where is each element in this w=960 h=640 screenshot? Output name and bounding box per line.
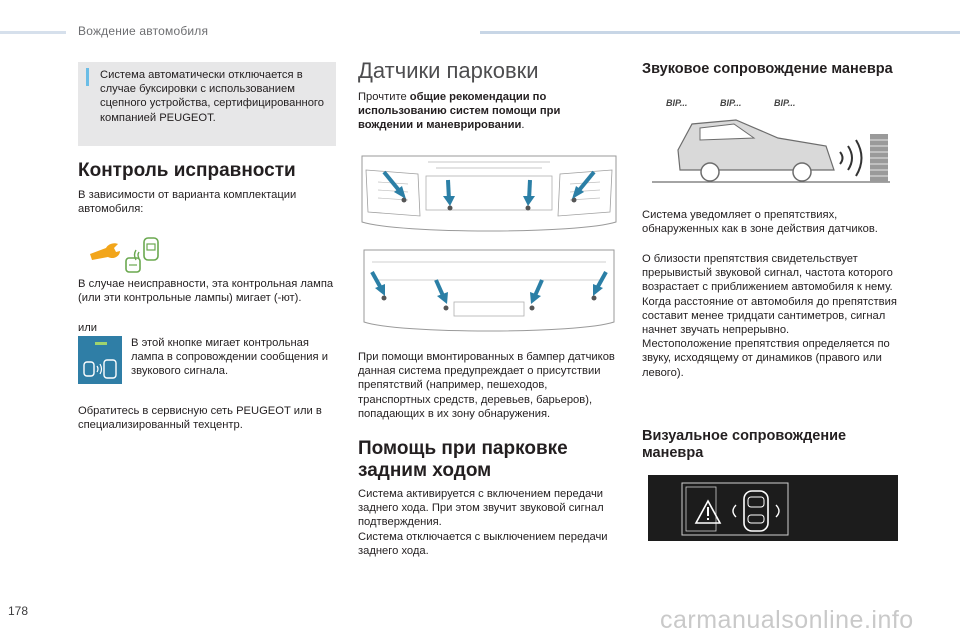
warning-triangle-icon: [696, 501, 720, 523]
header-rule-right: [480, 31, 960, 34]
intro-suffix: .: [521, 119, 525, 132]
para-notify: Система уведомляет о препятствиях, обнаруженных как в зоне действия датчиков.: [642, 209, 878, 236]
note-box: [78, 62, 336, 146]
note-accent-bar: [86, 68, 89, 86]
beep-label-3: BIP...: [774, 98, 796, 108]
car-topview-icon: [733, 491, 779, 531]
heading-rear-assist: Помощь при парковке задним ходом: [358, 438, 568, 481]
heading-visual: Визуальное сопровождение маневра: [642, 428, 847, 461]
section-title: Вождение автомобиля: [78, 24, 209, 38]
heading-audio: Звуковое сопровождение маневра: [642, 61, 893, 77]
watermark: carmanualsonline.info: [660, 606, 914, 634]
bumper-diagram: [358, 152, 620, 342]
park-sensor-button-icon: [78, 336, 122, 384]
para-depends: В зависимости от варианта комплектации автомобиля:: [78, 189, 297, 216]
note-text: Система автоматически отключается в случае буксировки с использованием сцепного устройства, сертифицированного компанией PEUGEOT.: [100, 69, 324, 124]
text-or: или: [78, 322, 98, 334]
para-sensors: При помощи вмонтированных в бампер датчиков данная система предупреждает о присутствии препятствий (например, пешеходов, транспортных средств, деревьев, барьеров), попадающих в их зону обнаружения.: [358, 351, 615, 420]
header-rule-left: [0, 31, 66, 34]
audio-diagram: [650, 94, 900, 190]
para-proximity: О близости препятствия свидетельствует прерывистый звуковой сигнал, частота которого возрастает с приближением автомобиля к нему. Когда расстояние от автомобиля до препятствия составит менее тридцати сантиметров, сигнал начнет звучать непрерывно. Местоположение препятствия определяется по звуку, исходящему от динамиков (правого или левого).: [642, 253, 897, 379]
visual-display-panel: [648, 475, 898, 541]
para-fault: В случае неисправности, эта контрольная лампа (или эти контрольные лампы) мигает (-ют).: [78, 278, 334, 305]
page-number: 178: [8, 604, 29, 618]
heading-check: Контроль исправности: [78, 160, 296, 181]
para-intro: [358, 90, 598, 133]
intro-link-text: общие рекомендации по использованию систем помощи при вождении и маневрировании: [358, 91, 561, 132]
beep-label-1: BIP...: [666, 98, 688, 108]
para-button: В этой кнопке мигает контрольная лампа в сопровождении сообщения и звукового сигнала.: [131, 337, 328, 378]
beep-label-2: BIP...: [720, 98, 742, 108]
car-side-icon: [650, 94, 900, 190]
para-rear: Система активируется с включением передачи заднего хода. При этом звучит звуковой сигнал подтверждения. Система отключается с выключением передачи заднего хода.: [358, 488, 608, 557]
heading-parking-sensors: Датчики парковки: [358, 58, 539, 83]
sensor-fault-icon: [124, 236, 164, 276]
wall-icon: [870, 134, 888, 182]
para-contact: Обратитесь в сервисную сеть PEUGEOT или в специализированный техцентр.: [78, 405, 322, 432]
intro-prefix: Прочтите: [358, 91, 410, 103]
